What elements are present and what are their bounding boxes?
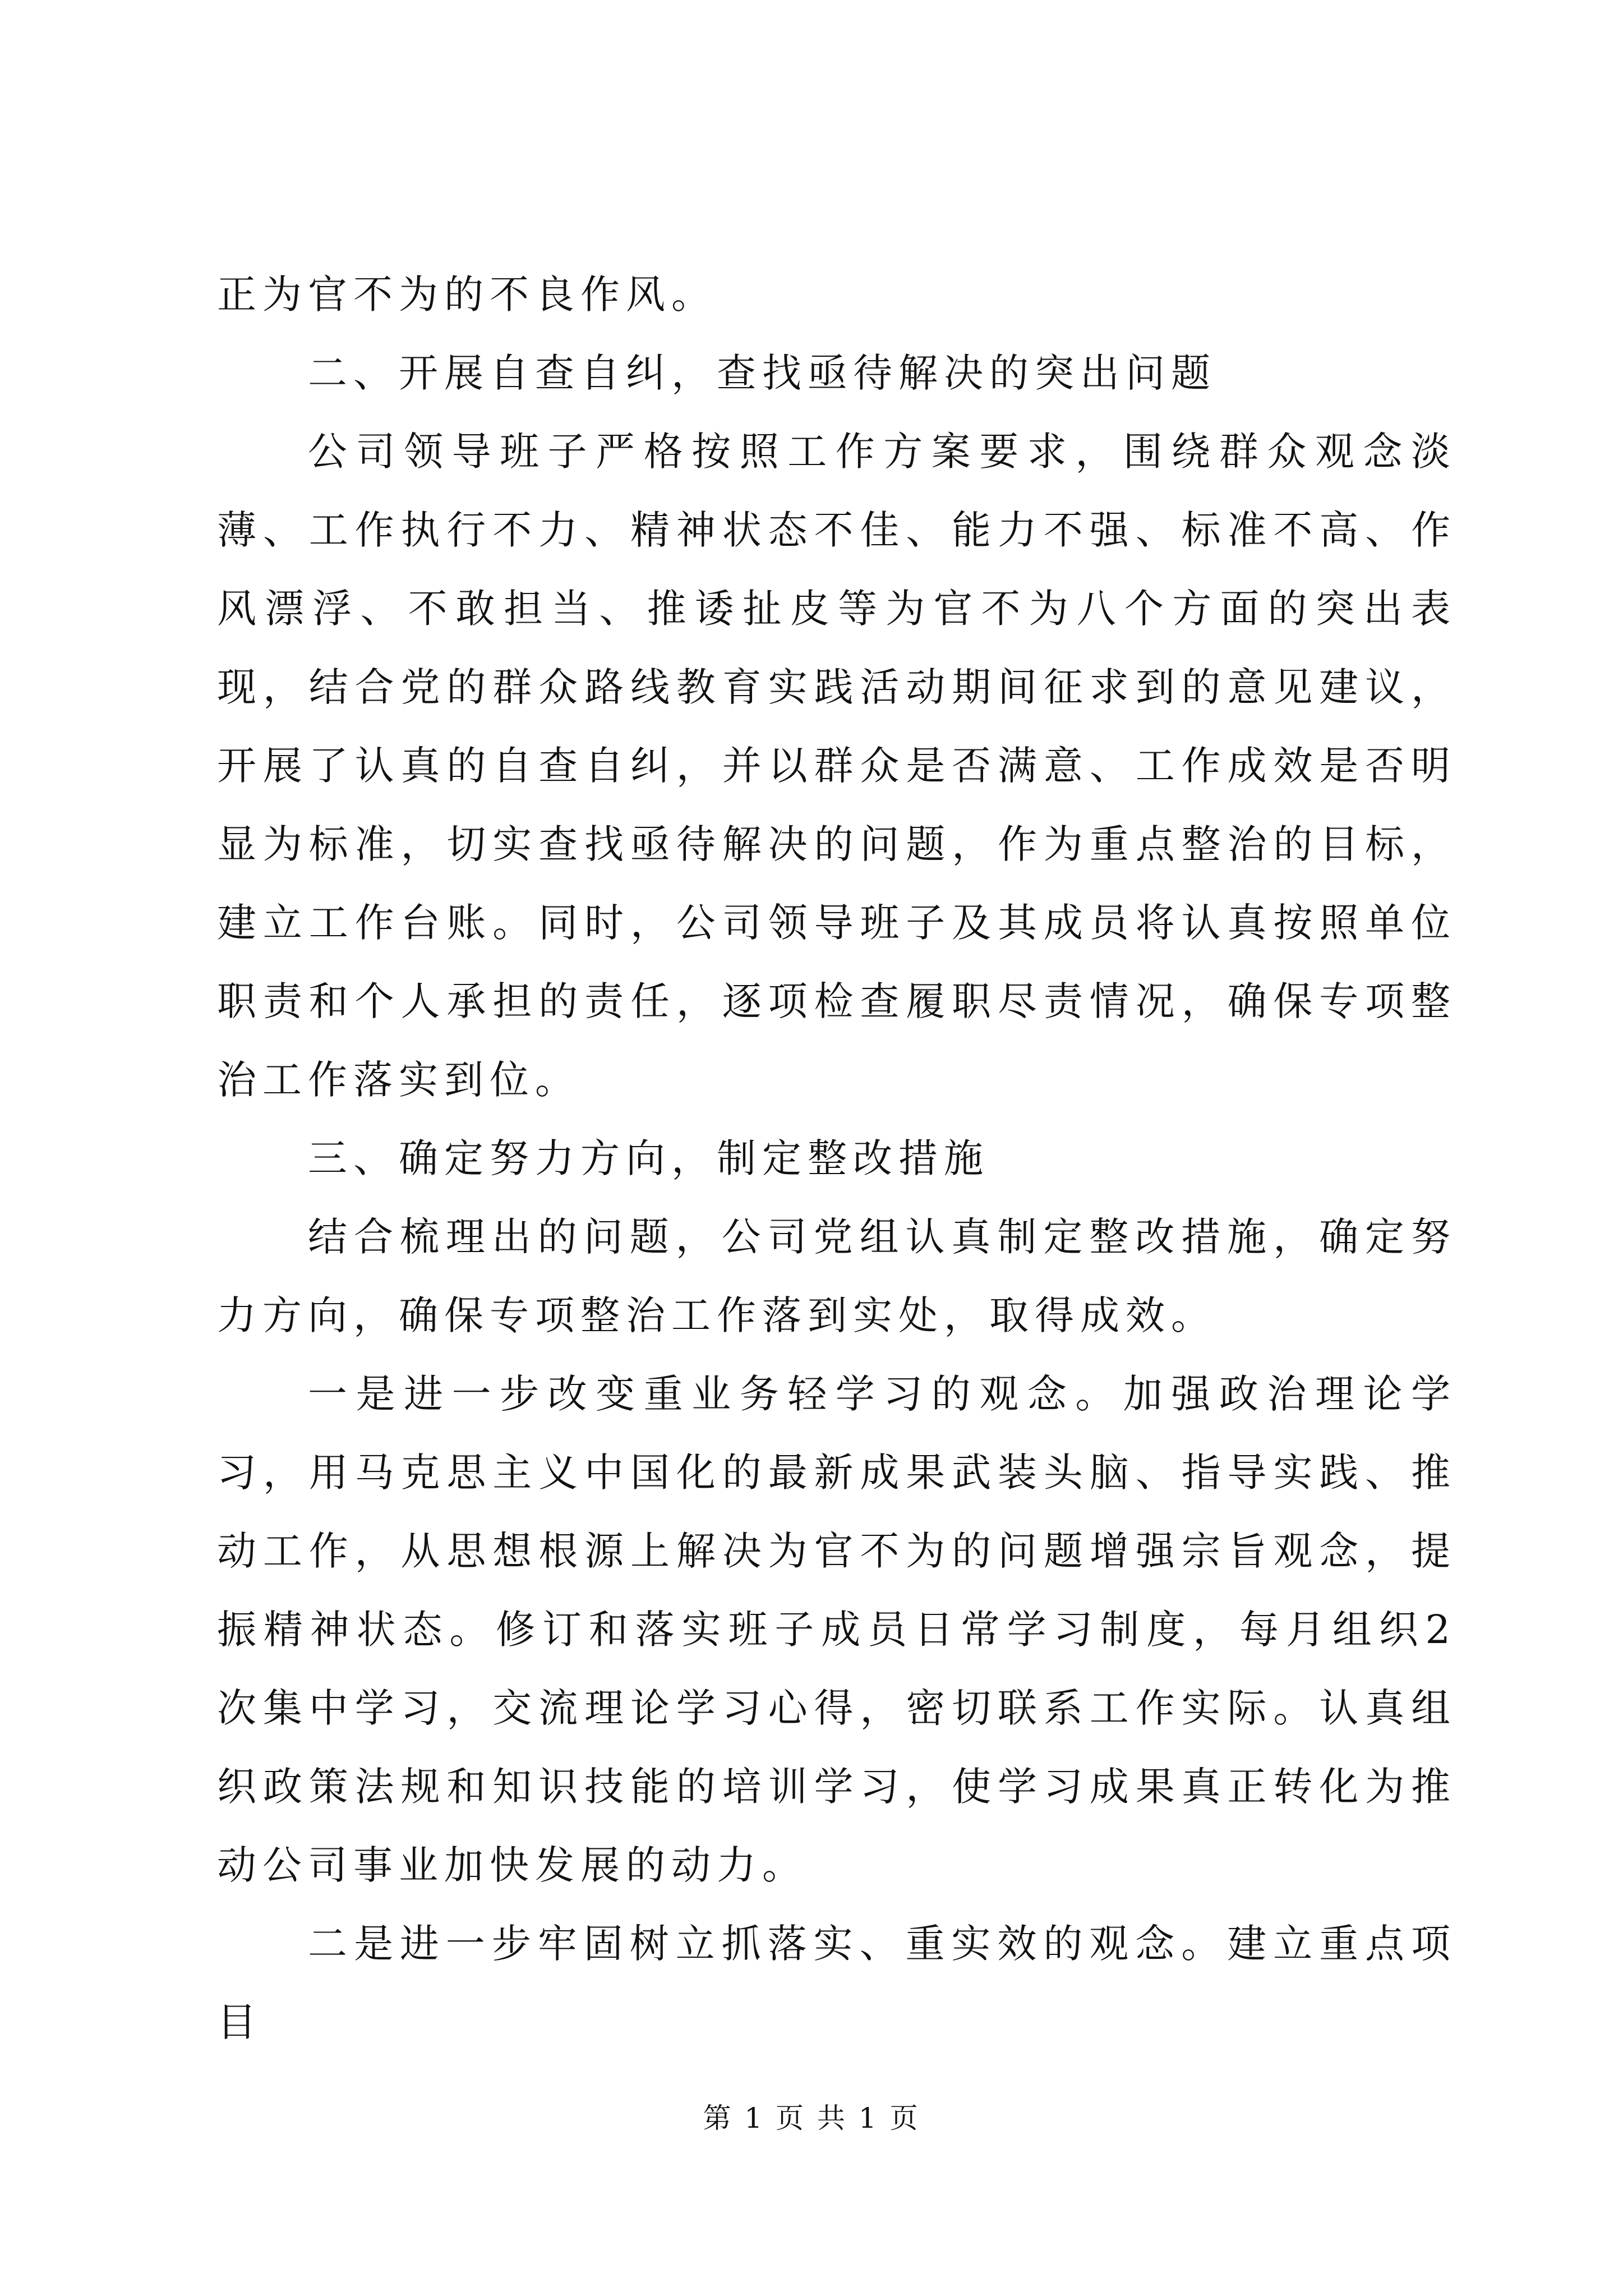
heading-section-2: 二、开展自查自纠，查找亟待解决的突出问题: [308, 350, 1216, 396]
document-body: [217, 255, 1456, 2062]
paragraph-6: 一是进一步改变重业务轻学习的观念。加强政治理论学习，用马克思主义中国化的最新成果武装头脑、指导实践、推动工作，从思想根源上解决为官不为的问题增强宗旨观念，提振精神状态。修订和落实班子成员日常学习制度，每月组织2次集中学习，交流理论学习心得，密切联系工作实际。认真组织政策法规和知识技能的培训学习，使学习成果真正转化为推动公司事业加快发展的动力。: [217, 1371, 1456, 1888]
paragraph-3: 公司领导班子严格按照工作方案要求，围绕群众观念淡薄、工作执行不力、精神状态不佳、能力不强、标准不高、作风漂浮、不敢担当、推诿扯皮等为官不为八个方面的突出表现，结合党的群众路线教育实践活动期间征求到的意见建议，开展了认真的自查自纠，并以群众是否满意、工作成效是否明显为标准，切实查找亟待解决的问题，作为重点整治的目标，建立工作台账。同时，公司领导班子及其成员将认真按照单位职责和个人承担的责任，逐项检查履职尽责情况，确保专项整治工作落实到位。: [217, 429, 1456, 1103]
heading-section-3: 三、确定努力方向，制定整改措施: [308, 1135, 989, 1181]
paragraph-1: 正为官不为的不良作风。: [217, 272, 717, 318]
paragraph-7: 二是进一步牢固树立抓落实、重实效的观念。建立重点项目: [217, 1921, 1456, 2045]
paragraph-5: 结合梳理出的问题，公司党组认真制定整改措施，确定努力方向，确保专项整治工作落到实处，取得成效。: [217, 1214, 1456, 1338]
page-number-footer: 第 1 页 共 1 页: [703, 2102, 920, 2134]
